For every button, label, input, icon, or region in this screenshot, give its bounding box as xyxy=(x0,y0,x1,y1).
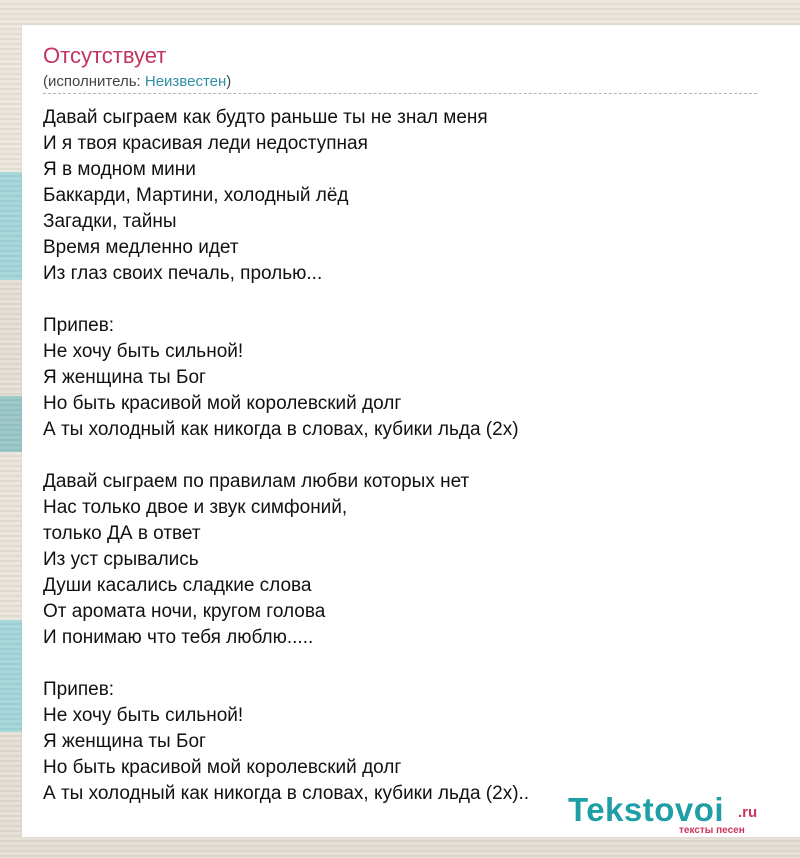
site-logo xyxy=(568,791,800,837)
lyrics-line: Я женщина ты Бог xyxy=(43,731,206,752)
logo-subtitle: тексты песен xyxy=(679,825,745,836)
lyrics-line: А ты холодный как никогда в словах, кубики льда (2х).. xyxy=(43,783,530,804)
lyrics-stanza xyxy=(43,313,763,443)
lyrics-line: Но быть красивой мой королевский долг xyxy=(43,393,402,414)
logo-wordmark: Tekstovoi xyxy=(568,791,725,828)
artist-suffix: ) xyxy=(226,73,232,90)
lyrics-line: Давай сыграем по правилам любви которых нет xyxy=(43,471,470,492)
lyrics-stanza xyxy=(43,677,763,807)
title-divider xyxy=(43,93,757,94)
lyrics-line: От аромата ночи, кругом голова xyxy=(43,601,326,622)
lyrics-stanza xyxy=(43,105,763,287)
artist-prefix: (исполнитель: xyxy=(43,73,145,90)
lyrics-line: И понимаю что тебя люблю..... xyxy=(43,627,314,648)
lyrics-line: И я твоя красивая леди недоступная xyxy=(43,133,368,154)
lyrics-line: Из глаз своих печаль, пролью... xyxy=(43,263,323,284)
song-title: Отсутствует xyxy=(43,43,167,68)
lyrics-line: Не хочу быть сильной! xyxy=(43,705,244,726)
lyrics-line: Давай сыграем как будто раньше ты не знал меня xyxy=(43,107,488,128)
lyrics-line: Из уст срывались xyxy=(43,549,199,570)
artist-line xyxy=(43,73,231,90)
lyrics-line: Я женщина ты Бог xyxy=(43,367,206,388)
lyrics-line: А ты холодный как никогда в словах, кубики льда (2х) xyxy=(43,419,519,440)
lyrics-line: Время медленно идет xyxy=(43,237,239,258)
lyrics-stanza xyxy=(43,469,763,651)
lyrics-line: Припев: xyxy=(43,315,115,336)
lyrics-card xyxy=(22,25,800,837)
lyrics-line: Не хочу быть сильной! xyxy=(43,341,244,362)
lyrics-line: Но быть красивой мой королевский долг xyxy=(43,757,402,778)
lyrics-line: Баккарди, Мартини, холодный лёд xyxy=(43,185,349,206)
lyrics-line: Припев: xyxy=(43,679,115,700)
lyrics-line: Я в модном мини xyxy=(43,159,196,180)
artist-link[interactable]: Неизвестен xyxy=(144,73,227,90)
lyrics-line: только ДА в ответ xyxy=(43,523,201,544)
lyrics-text xyxy=(43,105,763,833)
logo-tld: .ru xyxy=(738,804,758,821)
lyrics-line: Души касались сладкие слова xyxy=(43,575,312,596)
lyrics-line: Загадки, тайны xyxy=(43,211,177,232)
lyrics-line: Нас только двое и звук симфоний, xyxy=(43,497,348,518)
